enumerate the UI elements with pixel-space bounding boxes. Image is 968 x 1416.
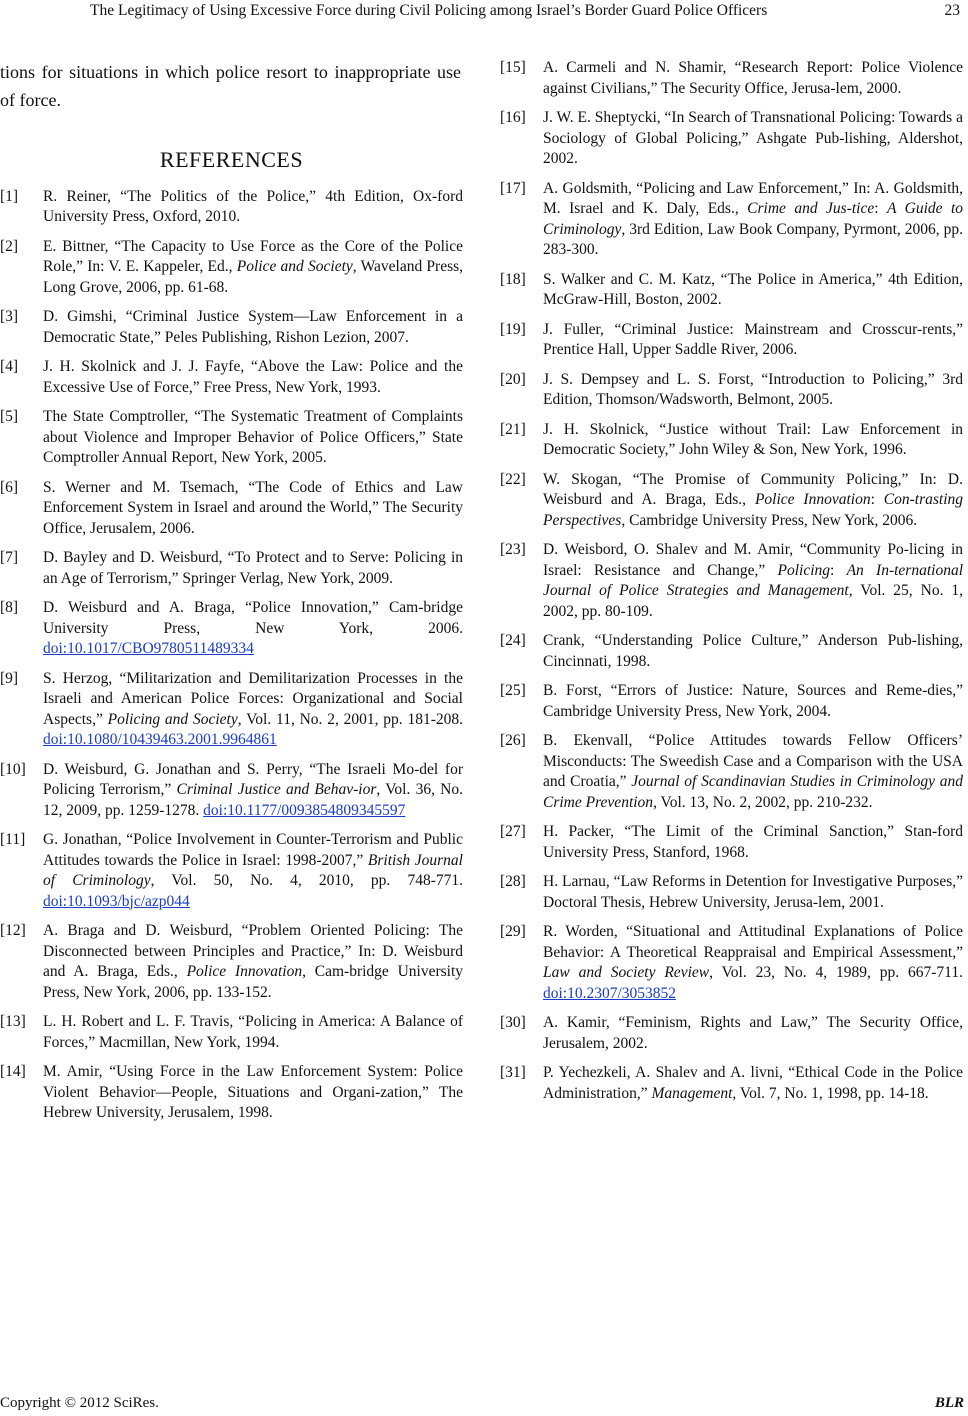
reference-segment: J. S. Dempsey and L. S. Forst, “Introduction to Policing,” 3rd Edition, Thomson/Wadsworth, Belmont, 2005.: [543, 370, 963, 408]
reference-number: [29]: [500, 923, 526, 940]
reference-text: [543, 470, 963, 532]
reference-number: [25]: [500, 682, 526, 699]
reference-item: [500, 540, 963, 622]
reference-item: [0, 478, 463, 540]
reference-item: [500, 320, 963, 361]
reference-number: [23]: [500, 541, 526, 558]
reference-text: [543, 731, 963, 813]
reference-number: [16]: [500, 109, 526, 126]
reference-segment: E. Bittner, “The Capacity to Use Force as the Core of the Police Role,” In: V. E. Kappeler, Ed.,: [43, 237, 463, 275]
doi-link[interactable]: doi:10.1177/0093854809345597: [203, 801, 406, 819]
reference-segment: , Vol. 13, No. 2, 2002, pp. 210-232.: [653, 793, 873, 811]
reference-segment: A. Kamir, “Feminism, Rights and Law,” The Security Office, Jerusalem, 2002.: [543, 1014, 963, 1052]
reference-segment: :: [870, 491, 884, 508]
italic-title: Law and Society Review: [543, 964, 710, 981]
reference-segment: L. H. Robert and L. F. Travis, “Policing in America: A Balance of Forces,” Macmillan, New York, 1994.: [43, 1013, 463, 1051]
reference-item: [500, 1063, 963, 1104]
reference-number: [31]: [500, 1064, 526, 1081]
reference-segment: J. W. E. Sheptycki, “In Search of Transnational Policing: Towards a Sociology of Global Policing,” Ashgate Pub-lishing, Aldershot, 2002.: [543, 109, 963, 167]
reference-text: [543, 872, 963, 913]
reference-text: [543, 270, 963, 311]
reference-segment: B. Forst, “Errors of Justice: Nature, Sources and Reme-dies,” Cambridge University Press, New York, 2004.: [543, 682, 963, 720]
page-number: 23: [944, 2, 960, 19]
reference-number: [7]: [0, 549, 19, 566]
italic-title: Management: [651, 1084, 733, 1102]
reference-text: [43, 307, 463, 348]
reference-text: [43, 598, 463, 660]
intro-paragraph: tions for situations in which police resort to inappropriate use of force.: [0, 62, 461, 110]
reference-item: [0, 830, 463, 912]
reference-segment: G. Jonathan, “Police Involvement in Counter-Terrorism and Public Attitudes towards the Police in Israel: 1998-2007,”: [43, 831, 463, 869]
reference-list-right: [500, 58, 963, 1104]
left-column: [0, 58, 463, 1133]
reference-item: [500, 681, 963, 722]
italic-title: Criminal Justice and Behav-ior: [176, 781, 377, 798]
reference-number: [19]: [500, 320, 526, 338]
reference-text: [543, 370, 963, 411]
reference-item: [500, 470, 963, 532]
reference-item: [500, 420, 963, 461]
reference-segment: J. H. Skolnick, “Justice without Trail: Law Enforcement in Democratic Society,” John Wiley & Son, New York, 1996.: [543, 420, 963, 458]
reference-number: [8]: [0, 599, 19, 616]
reference-text: [43, 1062, 463, 1124]
reference-item: [0, 1012, 463, 1053]
reference-number: [21]: [500, 420, 526, 438]
reference-segment: , 3rd Edition, Law Book Company, Pyrmont, 2006, pp. 283-300.: [543, 220, 963, 258]
italic-title: British Journal of Criminology: [43, 851, 463, 889]
doi-link[interactable]: doi:10.1093/bjc/azp044: [43, 892, 190, 910]
reference-text: [543, 681, 963, 722]
reference-item: [0, 921, 463, 1003]
copyright-notice: Copyright © 2012 SciRes.: [0, 1395, 159, 1411]
page-footer: [0, 1392, 968, 1416]
reference-segment: D. Weisburd and A. Braga, “Police Innovation,” Cam-bridge University Press, New York, 2006.: [43, 599, 463, 637]
reference-segment: J. H. Skolnick and J. J. Fayfe, “Above the Law: Police and the Excessive Use of Force,” Free Press, New York, 1993.: [43, 358, 463, 396]
reference-text: [43, 921, 463, 1003]
reference-list-left: [0, 187, 463, 1124]
reference-number: [22]: [500, 470, 526, 488]
reference-number: [17]: [500, 179, 526, 197]
running-title: The Legitimacy of Using Excessive Force during Civil Policing among Israel’s Border Guard Police Officers: [90, 2, 768, 19]
reference-segment: S. Herzog, “Militarization and Demilitarization Processes in the Israeli and American Police Forces: Organizational and Social Aspects,”: [43, 669, 463, 728]
reference-number: [12]: [0, 922, 26, 939]
reference-number: [15]: [500, 59, 526, 76]
reference-number: [9]: [0, 669, 19, 687]
reference-segment: The State Comptroller, “The Systematic Treatment of Complaints about Violence and Improper Behavior of Police Officers,” State Comptroller Annual Report, New York, 2005.: [43, 408, 463, 466]
reference-item: [0, 548, 463, 589]
doi-link[interactable]: doi:10.1017/CBO9780511489334: [43, 640, 254, 657]
reference-item: [0, 598, 463, 660]
reference-text: [43, 830, 463, 912]
reference-number: [13]: [0, 1013, 26, 1030]
reference-text: [543, 58, 963, 99]
reference-number: [2]: [0, 237, 19, 255]
reference-segment: P. Yechezkeli, A. Shalev and A. livni, “Ethical Code in the Police Administration,”: [543, 1064, 963, 1102]
reference-segment: S. Walker and C. M. Katz, “The Police in America,” 4th Edition, McGraw-Hill, Boston, 2002.: [543, 270, 963, 308]
reference-number: [26]: [500, 732, 526, 749]
reference-text: [43, 357, 463, 398]
reference-item: [0, 237, 463, 299]
reference-segment: Crank, “Understanding Police Culture,” Anderson Pub-lishing, Cincinnati, 1998.: [543, 632, 963, 670]
reference-item: [500, 58, 963, 99]
reference-item: [500, 370, 963, 411]
italic-title: Police Innovation: [186, 963, 303, 980]
reference-number: [10]: [0, 760, 26, 778]
reference-number: [4]: [0, 358, 19, 375]
reference-segment: , Vol. 7, No. 1, 1998, pp. 14-18.: [732, 1084, 929, 1102]
reference-number: [20]: [500, 370, 526, 388]
doi-link[interactable]: doi:10.2307/3053852: [543, 984, 677, 1002]
reference-text: [543, 631, 963, 672]
reference-segment: , Vol. 11, No. 2, 2001, pp. 181-208.: [237, 710, 463, 728]
journal-abbreviation: BLR: [934, 1395, 964, 1411]
reference-segment: , Vol. 23, No. 4, 1989, pp. 667-711.: [709, 964, 963, 981]
reference-segment: J. Fuller, “Criminal Justice: Mainstream and Crosscur-rents,” Prentice Hall, Upper Saddle River, 2006.: [543, 320, 963, 358]
reference-text: [543, 922, 963, 1004]
reference-item: [500, 922, 963, 1004]
reference-segment: A. Carmeli and N. Shamir, “Research Report: Police Violence against Civilians,” The Security Office, Jerusa-lem, 2000.: [543, 59, 963, 97]
reference-segment: , Cambridge University Press, New York, 2006.: [621, 511, 918, 529]
reference-item: [500, 108, 963, 170]
italic-title: Policing: [777, 561, 831, 579]
reference-number: [5]: [0, 408, 19, 425]
italic-title: An In-ternational Journal of Police Strategies and Management: [543, 561, 964, 599]
reference-segment: W. Skogan, “The Promise of Community Policing,” In: D. Weisburd and A. Braga, Eds.,: [543, 470, 963, 508]
reference-text: [43, 669, 463, 751]
reference-segment: , Waveland Press, Long Grove, 2006, pp. 61-68.: [43, 258, 464, 296]
italic-title: A Guide to Criminology: [543, 200, 964, 238]
italic-title: Crime and Jus-tice: [747, 200, 875, 217]
reference-text: [543, 179, 963, 261]
reference-item: [0, 1062, 463, 1124]
reference-text: [543, 822, 963, 863]
reference-text: [43, 1012, 463, 1053]
reference-segment: :: [830, 561, 847, 579]
italic-title: Journal of Scandinavian Studies in Criminology and Crime Prevention: [543, 773, 963, 811]
reference-number: [3]: [0, 308, 19, 325]
reference-segment: , Cam-bridge University Press, New York, 2006, pp. 133-152.: [43, 963, 463, 1001]
italic-title: Policing and Society: [107, 710, 238, 728]
reference-item: [500, 1013, 963, 1054]
reference-number: [1]: [0, 187, 19, 205]
reference-number: [28]: [500, 873, 526, 890]
reference-segment: M. Amir, “Using Force in the Law Enforcement System: Police Violent Behavior—People, Situations and Organi-zation,” The Hebrew University, Jerusalem, 1998.: [43, 1063, 463, 1121]
reference-number: [24]: [500, 632, 526, 649]
reference-segment: R. Worden, “Situational and Attitudinal Explanations of Police Behavior: A Theoretical Reappraisal and Empirical Assessment,”: [543, 923, 963, 961]
reference-text: [43, 237, 463, 299]
reference-text: [43, 407, 463, 469]
reference-text: [43, 548, 463, 589]
reference-segment: D. Bayley and D. Weisburd, “To Protect and to Serve: Policing in an Age of Terrorism,” Springer Verlag, New York, 2009.: [43, 549, 463, 587]
reference-item: [500, 631, 963, 672]
reference-item: [0, 357, 463, 398]
reference-item: [500, 872, 963, 913]
reference-segment: D. Gimshi, “Criminal Justice System—Law Enforcement in a Democratic State,” Peles Publishing, Rishon Lezion, 2007.: [43, 308, 463, 346]
reference-text: [43, 478, 463, 540]
reference-number: [30]: [500, 1014, 526, 1031]
reference-text: [543, 540, 963, 622]
reference-item: [500, 179, 963, 261]
reference-item: [0, 669, 463, 751]
reference-item: [500, 270, 963, 311]
reference-number: [27]: [500, 823, 526, 840]
reference-segment: , Vol. 50, No. 4, 2010, pp. 748-771.: [150, 872, 463, 889]
doi-link[interactable]: doi:10.1080/10439463.2001.9964861: [43, 731, 277, 748]
reference-text: [543, 1063, 963, 1104]
reference-segment: A. Braga and D. Weisburd, “Problem Oriented Policing: The Disconnected between Principles and Practice,” In: D. Weisburd and A. Braga, Eds.,: [43, 922, 463, 980]
reference-number: [18]: [500, 270, 526, 288]
reference-text: [543, 108, 963, 170]
reference-item: [0, 760, 463, 822]
references-heading: REFERENCES: [159, 147, 304, 172]
reference-segment: D. Weisburd, G. Jonathan and S. Perry, “The Israeli Mo-del for Policing Terrorism,”: [43, 760, 463, 798]
reference-item: [0, 407, 463, 469]
reference-item: [0, 307, 463, 348]
reference-segment: , Vol. 36, No. 12, 2009, pp. 1259-1278.: [43, 781, 463, 819]
reference-text: [543, 420, 963, 461]
right-column: [500, 58, 963, 1113]
reference-item: [500, 822, 963, 863]
reference-item: [500, 731, 963, 813]
reference-segment: A. Goldsmith, “Policing and Law Enforcement,” In: A. Goldsmith, M. Israel and K. Daly, Eds.,: [543, 179, 963, 217]
reference-item: [0, 187, 463, 228]
reference-segment: B. Ekenvall, “Police Attitudes towards Fellow Officers’ Misconducts: The Sweedish Case and a Comparison with the USA and Croatia,”: [543, 732, 963, 790]
reference-segment: S. Werner and M. Tsemach, “The Code of Ethics and Law Enforcement System in Israel and around the World,” The Security Office, Jerusalem, 2006.: [43, 478, 463, 537]
italic-title: Police and Society: [236, 258, 353, 275]
reference-segment: D. Weisbord, O. Shalev and M. Amir, “Community Po-licing in Israel: Resistance and Change,”: [543, 541, 963, 579]
reference-segment: :: [874, 200, 887, 217]
reference-number: [14]: [0, 1063, 26, 1080]
reference-text: [543, 320, 963, 361]
italic-title: Con-trasting Perspectives: [543, 491, 964, 529]
reference-segment: H. Larnau, “Law Reforms in Detention for Investigative Purposes,” Doctoral Thesis, Hebrew University, Jerusa-lem, 2001.: [543, 873, 963, 911]
running-header: [0, 0, 968, 24]
italic-title: Police Innovation: [754, 491, 871, 508]
reference-segment: R. Reiner, “The Politics of the Police,” 4th Edition, Ox-ford University Press, Oxford, 2010.: [43, 187, 463, 225]
reference-segment: H. Packer, “The Limit of the Criminal Sanction,” Stan-ford University Press, Stanford, 1968.: [543, 823, 963, 861]
reference-text: [43, 760, 463, 822]
reference-number: [11]: [0, 831, 26, 848]
reference-text: [43, 187, 463, 228]
reference-number: [6]: [0, 478, 19, 496]
reference-segment: , Vol. 25, No. 1, 2002, pp. 80-109.: [543, 582, 964, 620]
reference-text: [543, 1013, 963, 1054]
